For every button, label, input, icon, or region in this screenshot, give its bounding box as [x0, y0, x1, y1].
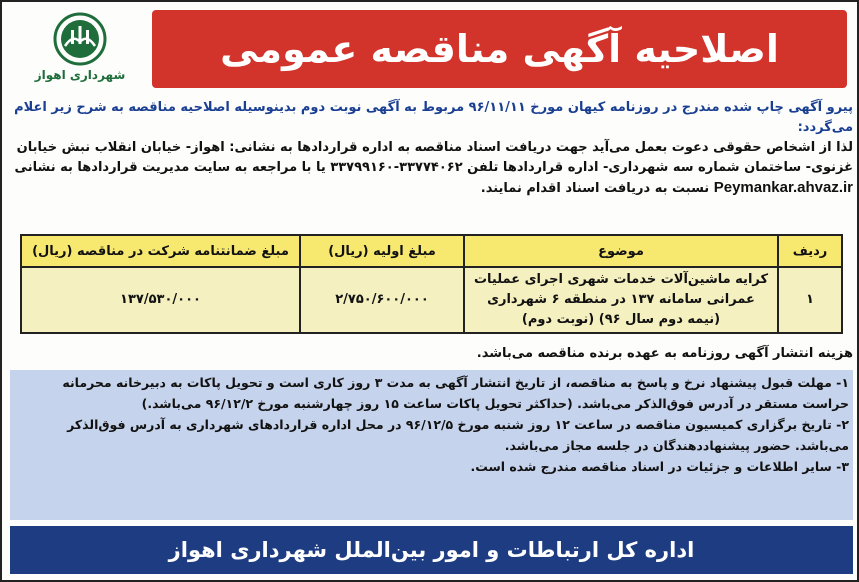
table-row [21, 267, 842, 333]
intro-body [10, 138, 853, 199]
cell-guarantee-amount: ۱۳۷/۵۳۰/۰۰۰ [21, 267, 300, 333]
logo [20, 12, 140, 90]
condition-item: ۳- سایر اطلاعات و جزئیات در اسناد مناقصه مندرج شده است. [470, 459, 849, 474]
table-header-row [21, 235, 842, 267]
page-title: اصلاحیه آگهی مناقصه عمومی [220, 27, 779, 71]
intro-text [10, 98, 853, 199]
column-header-initial-amount: مبلغ اولیه (ریال) [300, 235, 464, 267]
condition-item: ۱- مهلت قبول پیشنهاد نرخ و پاسخ به مناقصه، از تاریخ انتشار آگهی به مدت ۳ روز کاری است و تحویل پاکات به دبیرخانه محرمانه حراست مستقر در آدرس فوق‌الذکر می‌باشد. (حداکثر تحویل پاکات ساعت ۱۵ روز چهارشنبه مورخ ۹۶/۱۲/۲ می‌باشد.) [62, 375, 849, 411]
cell-row-number: ۱ [778, 267, 842, 333]
condition-item: ۲- تاریخ برگزاری کمیسیون مناقصه در ساعت ۱۲ روز شنبه مورخ ۹۶/۱۲/۵ در محل اداره قراردادهای شهرداری به آدرس فوق‌الذکر می‌باشد. حضور پیشنهاددهندگان در جلسه مجاز می‌باشد. [67, 417, 849, 453]
column-header-subject: موضوع [464, 235, 778, 267]
conditions-box [10, 370, 853, 520]
logo-caption: شهرداری اهواز [34, 68, 126, 82]
municipality-emblem-icon [53, 12, 107, 66]
intro-line: پیرو آگهی چاپ شده مندرج در روزنامه کیهان مورخ ۹۶/۱۱/۱۱ مربوط به آگهی نوبت دوم بدینوسیله اصلاحیه مناقصه به شرح زیر اعلام می‌گردد: [14, 100, 853, 135]
tender-table [20, 234, 843, 334]
cost-note: هزینه انتشار آگهی روزنامه به عهده برنده مناقصه می‌باشد. [476, 346, 853, 361]
footer-banner [10, 526, 853, 574]
cell-subject: کرایه ماشین‌آلات خدمات شهری اجرای عملیات عمرانی سامانه ۱۳۷ در منطقه ۶ شهرداری (نیمه دوم سال ۹۶) (نوبت دوم) [464, 267, 778, 333]
website-link[interactable]: Peymankar.ahvaz.ir [713, 179, 853, 196]
column-header-guarantee-amount: مبلغ ضمانتنامه شرکت در مناقصه (ریال) [21, 235, 300, 267]
intro-tail: نسبت به دریافت اسناد اقدام نمایند. [480, 181, 710, 196]
title-banner [152, 10, 847, 88]
column-header-row-number: ردیف [778, 235, 842, 267]
footer-text: اداره کل ارتباطات و امور بین‌الملل شهرداری اهواز [168, 538, 695, 562]
intro-body-text: لذا از اشخاص حقوقی دعوت بعمل می‌آید جهت دریافت اسناد مناقصه به اداره قراردادها به نشانی: اهواز- خیابان انقلاب نبش خیابان غزنوی- ساختمان شماره سه شهرداری- اداره قراردادها تلفن ۳۳۷۷۴۰۶۲-۳۳۷۹۹۱۶۰ یا با مراجعه به سایت مدیریت قراردادها به نشانی [14, 140, 853, 175]
cell-initial-amount: ۲/۷۵۰/۶۰۰/۰۰۰ [300, 267, 464, 333]
